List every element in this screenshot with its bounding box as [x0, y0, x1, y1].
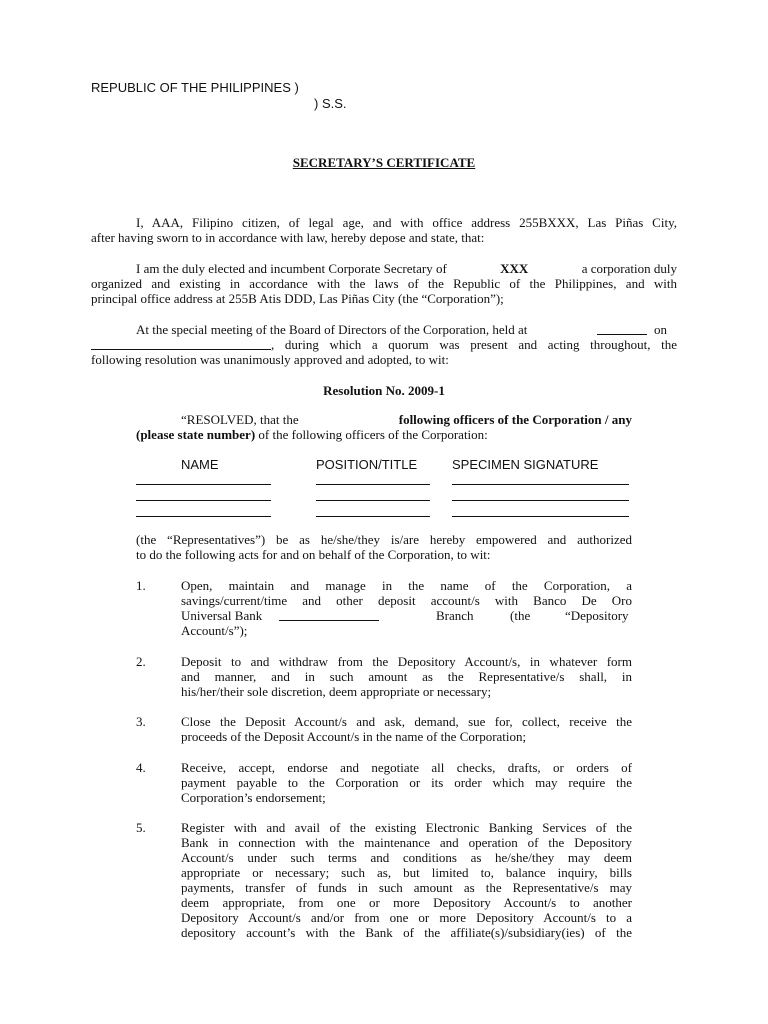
para3-line-2: , during which a quorum was present and acting throughout, the — [271, 337, 677, 352]
item2-line-3: his/her/their sole discretion, deem appropriate or necessary; — [181, 684, 492, 699]
para1-line-1: I, AAA, Filipino citizen, of legal age, and with office address 255BXXX, Las Piñas City, — [136, 215, 677, 230]
header-name: NAME — [181, 457, 219, 472]
item1-line-2: savings/current/time and other deposit account/s with Banco De Oro — [181, 593, 632, 608]
para2-line-1a: I am the duly elected and incumbent Corporate Secretary of — [136, 261, 447, 276]
header-position: POSITION/TITLE — [316, 457, 418, 472]
position-blank-2 — [316, 500, 430, 501]
item1-line-3d: “Depository — [565, 608, 629, 623]
venue-line-2: ) S.S. — [314, 96, 347, 111]
venue-line-1: REPUBLIC OF THE PHILIPPINES ) — [91, 80, 299, 95]
item5-line-8: depository account’s with the Bank of the affiliate(s)/subsidiary(ies) of the — [181, 925, 632, 940]
para2-line-1 — [136, 261, 677, 276]
resolved-line-2a: (please state number) — [136, 427, 256, 442]
signature-blank-2 — [452, 500, 629, 501]
resolved-line-1 — [181, 412, 632, 427]
item-number: 5. — [136, 820, 146, 835]
signature-blank-3 — [452, 516, 629, 517]
meeting-place-blank — [597, 334, 647, 335]
item5-line-6: deem appropriate, from one or more Depository Account/s to another — [181, 895, 632, 910]
item3-line-1: Close the Deposit Account/s and ask, demand, sue for, collect, receive the — [181, 714, 632, 729]
item4-line-1: Receive, accept, endorse and negotiate all checks, drafts, or orders of — [181, 760, 632, 775]
representatives-line-2: to do the following acts for and on behalf of the Corporation, to wit: — [136, 547, 491, 562]
item5-line-3: Account/s under such terms and conditions as he/she/they may deem — [181, 850, 632, 865]
item5-line-1: Register with and avail of the existing Electronic Banking Services of the — [181, 820, 632, 835]
resolved-line-2 — [136, 427, 488, 442]
position-blank-3 — [316, 516, 430, 517]
item1-line-1: Open, maintain and manage in the name of the Corporation, a — [181, 578, 632, 593]
representatives-line-1: (the “Representatives”) be as he/she/they is/are hereby empowered and authorized — [136, 532, 632, 547]
para2-line-2: organized and existing in accordance with the laws of the Republic of the Philippines, and with — [91, 276, 677, 291]
item2-line-1: Deposit to and withdraw from the Depository Account/s, in whatever form — [181, 654, 632, 669]
branch-blank — [279, 620, 379, 621]
item3-line-2: proceeds of the Deposit Account/s in the name of the Corporation; — [181, 729, 527, 744]
corporation-name: XXX — [500, 261, 529, 276]
item1-line-3b: Branch — [436, 608, 474, 623]
resolution-number: Resolution No. 2009-1 — [323, 383, 445, 398]
name-blank-2 — [136, 500, 271, 501]
para1-line-2: after having sworn to in accordance with law, hereby depose and state, that: — [91, 230, 485, 245]
item1-line-4: Account/s”); — [181, 623, 248, 638]
item1-line-3c: (the — [510, 608, 531, 623]
para3-line-1a: At the special meeting of the Board of Directors of the Corporation, held at — [136, 322, 528, 337]
item-number: 4. — [136, 760, 146, 775]
item5-line-7: Depository Account/s and/or from one or more Depository Account/s to a — [181, 910, 632, 925]
item5-line-5: payments, transfer of funds in such amount as the Representative/s may — [181, 880, 632, 895]
para3-line-3: following resolution was unanimously approved and adopted, to wit: — [91, 352, 449, 367]
header-signature: SPECIMEN SIGNATURE — [452, 457, 599, 472]
position-blank-1 — [316, 484, 430, 485]
meeting-date-blank — [91, 349, 271, 350]
resolved-line-2b: of the following officers of the Corporation: — [258, 427, 488, 442]
item-number: 1. — [136, 578, 146, 593]
para2-line-3: principal office address at 255B Atis DDD, Las Piñas City (the “Corporation”); — [91, 291, 504, 306]
item1-line-3a: Universal Bank — [181, 608, 263, 623]
item2-line-2: and manner, and in such amount as the Representative/s shall, in — [181, 669, 632, 684]
resolved-line-1b: following officers of the Corporation / any — [398, 412, 632, 427]
para2-line-1c: a corporation duly — [581, 261, 677, 276]
item-number: 3. — [136, 714, 146, 729]
para3-line-1b: on — [654, 322, 667, 337]
item4-line-3: Corporation’s endorsement; — [181, 790, 326, 805]
name-blank-1 — [136, 484, 271, 485]
item4-line-2: payment payable to the Corporation or its order which may require the — [181, 775, 632, 790]
name-blank-3 — [136, 516, 271, 517]
resolved-line-1a: “RESOLVED, that the — [181, 412, 299, 427]
signature-blank-1 — [452, 484, 629, 485]
item5-line-4: appropriate or necessary; such as, but limited to, balance inquiry, bills — [181, 865, 632, 880]
item-number: 2. — [136, 654, 146, 669]
document-title: SECRETARY’S CERTIFICATE — [292, 155, 476, 170]
item5-line-2: Bank in connection with the maintenance and operation of the Depository — [181, 835, 632, 850]
